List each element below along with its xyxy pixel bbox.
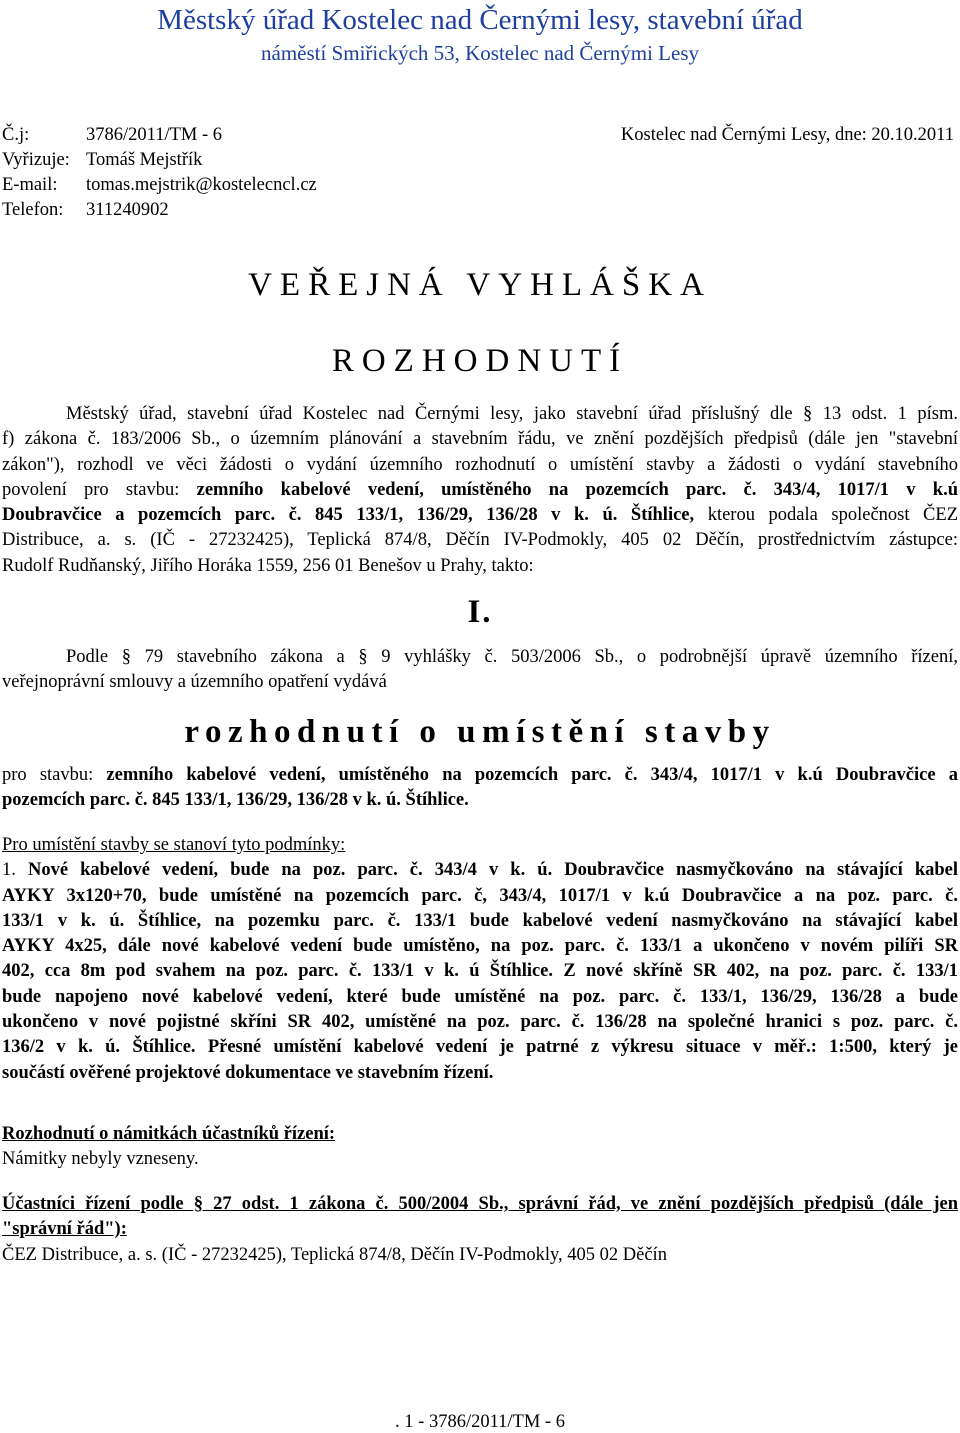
intro-bold: Doubravčice a pozemcích parc. č. 845 133/1, 136/29, 136/28 v k. ú. Štíhlice,: [2, 505, 695, 526]
email-value: tomas.mejstrik@kostelecncl.cz: [86, 175, 317, 195]
condition-line: součástí ověřené projektové dokumentace ve stavebním řízení.: [2, 1062, 494, 1083]
condition-line: [2, 858, 958, 883]
intro-paragraph: [2, 402, 958, 579]
page-footer: . 1 - 3786/2011/TM - 6: [395, 1412, 565, 1432]
intro-text: kterou podala společnost ČEZ: [707, 505, 958, 526]
stavba-line: pozemcích parc. č. 845 133/1, 136/29, 136/28 v k. ú. Štíhlice.: [2, 790, 469, 811]
condition-line: 136/2 v k. ú. Štíhlice. Přesné umístění kabelové vedení je patrné z výkresu situace v měř.: 1:500, který je: [2, 1037, 958, 1058]
condition-line: bude napojeno nové kabelové vedení, které bude umístěné na poz. parc. č. 133/1, 136/29, 136/28 a bude: [2, 986, 958, 1007]
condition-line: 133/1 v k. ú. Štíhlice, na pozemku parc. č. 133/1 bude kabelové vedení nasmyčkováno na stávající kabel: [2, 910, 958, 931]
public-notice-heading: VEŘEJNÁ VYHLÁŠKA: [248, 267, 712, 303]
section-number: I.: [467, 594, 493, 630]
conditions-section: [2, 833, 958, 1086]
place-date: Kostelec nad Černými Lesy, dne: 20.10.2011: [620, 125, 954, 145]
intro-bold: zemního kabelové vedení, umístěného na pozemcích parc. č. 343/4, 1017/1 v k.ú: [196, 479, 959, 500]
stavba-text: pro stavbu:: [2, 765, 94, 785]
objections-section: [2, 1122, 958, 1173]
conditions-title: Pro umístění stavby se stanoví tyto podmínky:: [2, 835, 346, 855]
telefon-value: 311240902: [86, 200, 169, 220]
objections-title: Rozhodnutí o námitkách účastníků řízení:: [2, 1124, 336, 1144]
condition-line: ukončeno v nové pojistné skříni SR 402, umístěné na poz. parc. č. 136/28 na společné hranici s poz. parc. č.: [2, 1012, 958, 1033]
vyrizuje-label: Vyřizuje:: [2, 150, 70, 170]
stavba-bold: zemního kabelové vedení, umístěného na pozemcích parc. č. 343/4, 1017/1 v k.ú Doubravčice a: [106, 765, 958, 785]
decision-heading: ROZHODNUTÍ: [331, 343, 629, 379]
intro-line: [2, 478, 958, 503]
cj-value: 3786/2011/TM - 6: [86, 125, 223, 145]
intro-line: Městský úřad, stavební úřad Kostelec nad Černými lesy, jako stavební úřad příslušný dle § 13 odst. 1 písm.: [66, 404, 958, 424]
participants-section: [2, 1192, 958, 1268]
participants-title: Účastníci řízení podle § 27 odst. 1 zákona č. 500/2004 Sb., správní řád, ve znění pozdějších předpisů (dále jen: [2, 1194, 958, 1214]
stavba-paragraph: [2, 763, 958, 814]
intro-line: Distribuce, a. s. (IČ - 27232425), Teplická 874/8, Děčín IV-Podmokly, 405 02 Děčín, prostřednictvím zástupce:: [2, 530, 958, 551]
legal-line: Podle § 79 stavebního zákona a § 9 vyhlášky č. 503/2006 Sb., o podrobnější úpravě územního řízení,: [66, 647, 958, 667]
intro-line: f) zákona č. 183/2006 Sb., o územním plánování a stavebním řádu, ve znění pozdějších předpisů (dále jen "stavební: [2, 429, 958, 450]
intro-line: [2, 503, 958, 528]
legal-basis-paragraph: [2, 645, 958, 696]
intro-line: Rudolf Rudňanský, Jiřího Horáka 1559, 256 01 Benešov u Prahy, takto:: [2, 555, 534, 576]
office-title: Městský úřad Kostelec nad Černými lesy, stavební úřad: [157, 4, 803, 36]
condition-number: 1.: [2, 860, 16, 881]
condition-text: Nové kabelové vedení, bude na poz. parc. č. 343/4 v k. ú. Doubravčice nasmyčkováno na stávající kabel: [27, 860, 958, 881]
vyrizuje-value: Tomáš Mejstřík: [86, 150, 203, 170]
stavba-line: [2, 763, 958, 788]
email-label: E-mail:: [2, 175, 58, 195]
intro-line: zákon"), rozhodl ve věci žádosti o vydání územního rozhodnutí o umístění stavby a žádosti o vydání stavebního: [2, 454, 958, 475]
objections-text: Námitky nebyly vzneseny.: [2, 1149, 199, 1170]
legal-line: veřejnoprávní smlouvy a územního opatření vydává: [2, 672, 387, 693]
condition-line: AYKY 4x25, dále nové kabelové vedení bude umístěno, na poz. parc. č. 133/1 a ukončeno v novém pilíři SR: [2, 936, 958, 957]
decision-title: rozhodnutí o umístění stavby: [184, 714, 776, 750]
office-address: náměstí Smiřických 53, Kostelec nad Černými Lesy: [261, 41, 699, 65]
condition-line: 402, cca 8m pod svahem na poz. parc. č. 133/1 v k. ú Štíhlice. Z nové skříně SR 402, na poz. parc. č. 133/1: [2, 961, 958, 982]
participants-text: ČEZ Distribuce, a. s. (IČ - 27232425), Teplická 874/8, Děčín IV-Podmokly, 405 02 Děčín: [2, 1244, 667, 1265]
condition-line: AYKY 3x120+70, bude umístěné na pozemcích parc. č, 343/4, 1017/1 v k.ú Doubravčice a na poz. parc. č.: [2, 885, 958, 906]
telefon-label: Telefon:: [2, 200, 64, 220]
cj-label: Č.j:: [2, 125, 30, 145]
intro-text: povolení pro stavbu:: [2, 479, 180, 500]
participants-title: "správní řád"):: [2, 1219, 127, 1240]
